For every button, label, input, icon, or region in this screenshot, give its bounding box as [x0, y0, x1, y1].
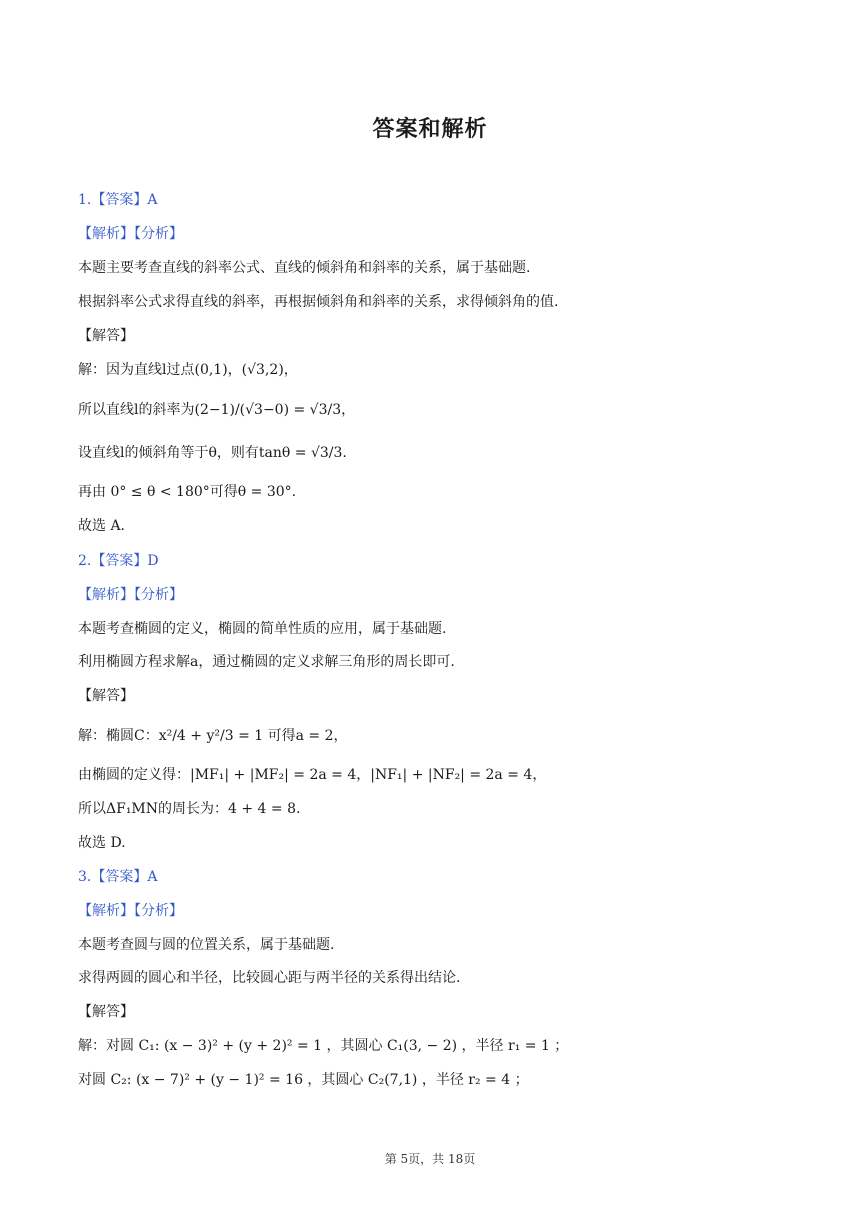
q2-step-2: 由椭圆的定义得：|MF₁| + |MF₂| = 2a = 4，|NF₁| + |NF₂| = 2a = 4，: [78, 767, 547, 783]
q2-step-1: 解：椭圆C：x²/4 + y²/3 = 1 可得a = 2，: [78, 728, 348, 744]
q2-step-3: 所以ΔF₁MN的周长为：4 + 4 = 8.: [78, 801, 301, 817]
q1-analysis-header: 【解析】【分析】: [78, 226, 183, 242]
q2-solution-header: 【解答】: [78, 688, 134, 704]
q1-choose: 故选 A.: [78, 518, 126, 534]
q2-choose: 故选 D.: [78, 835, 126, 851]
q3-step-1: 解：对圆 C₁: (x − 3)² + (y + 2)² = 1 ，其圆心 C₁(3, − 2) ，半径 r₁ = 1 ；: [78, 1038, 569, 1054]
q2-analysis-text-2: 利用椭圆方程求解a，通过椭圆的定义求解三角形的周长即可.: [78, 654, 455, 670]
q2-analysis-text-1: 本题考查椭圆的定义，椭圆的简单性质的应用，属于基础题.: [78, 621, 447, 637]
q3-answer-header: 3.【答案】A: [78, 869, 158, 885]
q1-answer-header: 1.【答案】A: [78, 192, 158, 208]
q1-analysis-text-2: 根据斜率公式求得直线的斜率，再根据倾斜角和斜率的关系，求得倾斜角的值.: [78, 294, 559, 310]
q1-solution-header: 【解答】: [78, 328, 134, 344]
page-footer: 第 5页，共 18页: [384, 1152, 476, 1166]
q2-analysis-header: 【解析】【分析】: [78, 587, 183, 603]
q3-step-2: 对圆 C₂: (x − 7)² + (y − 1)² = 16 ，其圆心 C₂(7,1) ，半径 r₂ = 4 ；: [78, 1072, 529, 1088]
q2-answer-header: 2.【答案】D: [78, 553, 159, 569]
q1-analysis-text-1: 本题主要考查直线的斜率公式、直线的倾斜角和斜率的关系，属于基础题.: [78, 260, 531, 276]
q1-step-3: 设直线l的倾斜角等于θ，则有tanθ = √3/3.: [78, 445, 347, 461]
q3-analysis-header: 【解析】【分析】: [78, 903, 183, 919]
q1-step-1: 解：因为直线l过点(0,1)，(√3,2)，: [78, 362, 298, 378]
q3-analysis-text-2: 求得两圆的圆心和半径，比较圆心距与两半径的关系得出结论.: [78, 970, 461, 986]
q3-solution-header: 【解答】: [78, 1004, 134, 1020]
q1-step-2: 所以直线l的斜率为(2−1)/(√3−0) = √3/3，: [78, 402, 356, 418]
page-title: 答案和解析: [372, 117, 488, 142]
q1-step-4: 再由 0° ≤ θ < 180°可得θ = 30°.: [78, 484, 297, 500]
q3-analysis-text-1: 本题考查圆与圆的位置关系，属于基础题.: [78, 937, 335, 953]
